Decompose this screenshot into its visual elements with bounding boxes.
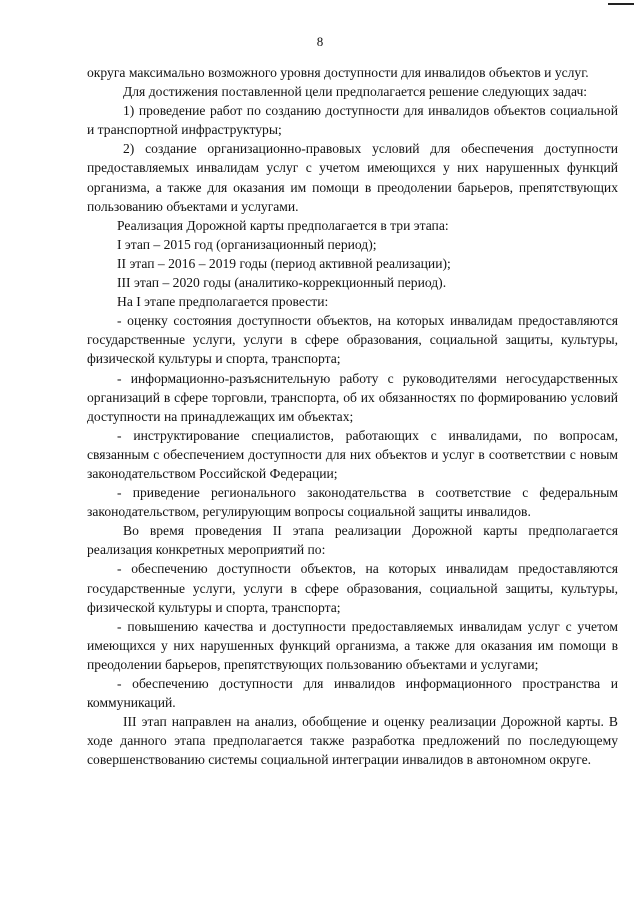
- paragraph: I этап – 2015 год (организационный период);: [117, 236, 377, 252]
- paragraph: - повышению качества и доступности предоставляемых инвалидам услуг с учетом имеющихся у них нарушенных функций организма, а также для оказания им помощи в преодолении барьеров, препятствующих пользованию объектами и услугами;: [87, 618, 618, 672]
- paragraph: II этап – 2016 – 2019 годы (период активной реализации);: [117, 255, 451, 271]
- paragraph: III этап направлен на анализ, обобщение и оценку реализации Дорожной карты. В ходе данного этапа предполагается также разработка предложений по последующему совершенствованию системы социальной интеграции инвалидов в автономном округе.: [87, 714, 618, 768]
- paragraph: 1) проведение работ по созданию доступности для инвалидов объектов социальной и транспортной инфраструктуры;: [87, 103, 618, 138]
- paragraph: III этап – 2020 годы (аналитико-коррекционный период).: [117, 275, 447, 291]
- paragraph: На I этапе предполагается провести:: [117, 294, 329, 310]
- paragraph: - инструктирование специалистов, работающих с инвалидами, по вопросам, связанным с обеспечением доступности для них объектов и услуг в соответствии с новым законодательством Российской Федерации;: [87, 427, 618, 481]
- paragraph: - информационно-разъяснительную работу с руководителями негосударственных организаций в сфере торговли, транспорта, об их обязанностях по формированию условий доступности на принадлежащих им объектах;: [87, 370, 618, 424]
- paragraph: - обеспечению доступности объектов, на которых инвалидам предоставляются государственные услуги, услуги в сфере образования, социальной защиты, культуры, физической культуры и спорта, транспорта;: [87, 561, 618, 615]
- paragraph: - оценку состояния доступности объектов, на которых инвалидам предоставляются государственные услуги, услуги в сфере образования, социальной защиты, культуры, физической культуры и спорта, транспорта;: [87, 313, 618, 367]
- paragraph: 2) создание организационно-правовых условий для обеспечения доступности предоставляемых инвалидам услуг с учетом имеющихся у них нарушенных функций организма, а также для оказания им помощи в преодолении барьеров, препятствующих пользованию объектами и услугами.: [87, 141, 618, 214]
- page-number: 8: [316, 34, 324, 49]
- paragraph: округа максимально возможного уровня доступности для инвалидов объектов и услуг.: [87, 65, 589, 80]
- paragraph: Реализация Дорожной карты предполагается в три этапа:: [117, 217, 449, 233]
- paragraph: - обеспечению доступности для инвалидов информационного пространства и коммуникаций.: [87, 676, 618, 711]
- paragraph: - приведение регионального законодательства в соответствие с федеральным законодательством, регулирующим вопросы социальной защиты инвалидов.: [87, 485, 618, 520]
- paragraph: Во время проведения II этапа реализации Дорожной карты предполагается реализация конкретных мероприятий по:: [87, 523, 618, 558]
- scan-corner-mark: [608, 3, 634, 5]
- document-body: [87, 63, 618, 769]
- paragraph: Для достижения поставленной цели предполагается решение следующих задач:: [123, 84, 588, 100]
